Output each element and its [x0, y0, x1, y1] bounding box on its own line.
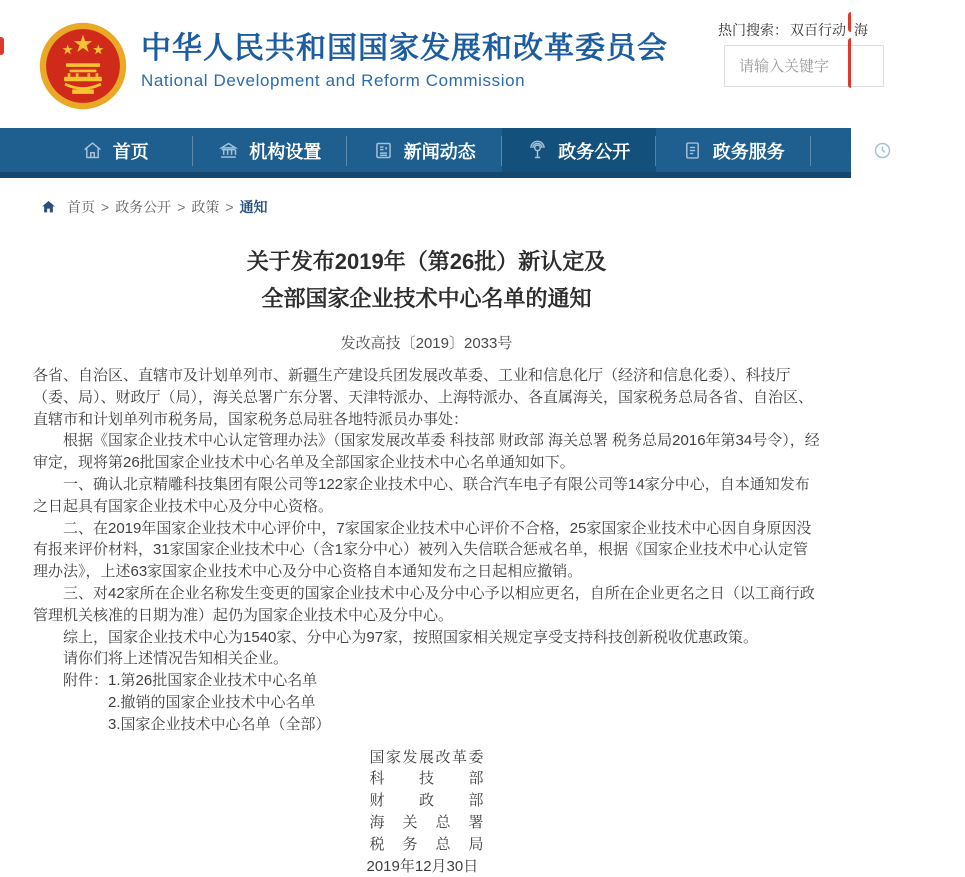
- breadcrumb-separator: >: [225, 199, 233, 215]
- signature-block: [370, 747, 484, 877]
- national-emblem-logo: [38, 21, 128, 111]
- site-header: [0, 0, 851, 128]
- breadcrumb-gov-disclosure[interactable]: 政务公开: [115, 197, 171, 217]
- news-icon: [373, 140, 394, 161]
- nav-item-label: 政务服务: [713, 138, 785, 164]
- paragraph-recipients: 各省、自治区、直辖市及计划单列市、新疆生产建设兵团发展改革委、工业和信息化厅（经济和信息化委）、科技厅（委、局）、财政厅（局），海关总署广东分署、天津特派办、上海特派办、各直属海关，国家税务总局各省、自治区、直辖市和计划单列市税务局，国家税务总局驻各地特派员办事处：: [33, 365, 820, 430]
- breadcrumb-separator: >: [101, 199, 109, 215]
- paragraph-basis: 根据《国家企业技术中心认定管理办法》（国家发展改革委 科技部 财政部 海关总署 税务总局2016年第34号令），经审定，现将第26批国家企业技术中心名单及全部国家企业技术中心名单通知如下。: [33, 430, 820, 474]
- document-icon: [682, 140, 703, 161]
- nav-item-organization[interactable]: [193, 128, 348, 178]
- breadcrumb-separator: >: [177, 199, 185, 215]
- signature-agency: 国家发展改革委: [370, 747, 484, 769]
- signature-agency: 税务总局: [370, 834, 484, 856]
- nav-item-label: 首页: [113, 138, 149, 164]
- circle-icon: [872, 140, 893, 161]
- breadcrumb-policy[interactable]: 政策: [191, 197, 219, 217]
- nav-item-gov-disclosure[interactable]: [502, 128, 657, 178]
- paragraph-item-3: 三、对42家所在企业名称发生变更的国家企业技术中心及分中心予以相应更名，自所在企业更名之日（以工商行政管理机关核准的日期为准）起仍为国家企业技术中心及分中心。: [33, 583, 820, 627]
- clipped-decoration-left: [0, 37, 4, 55]
- attachment-item-3: 3.国家企业技术中心名单（全部）: [33, 714, 820, 736]
- breadcrumb-home[interactable]: 首页: [67, 197, 95, 217]
- signature-agency: 科技部: [370, 768, 484, 790]
- nav-item-gov-services[interactable]: [656, 128, 811, 178]
- document-title: [33, 243, 820, 317]
- document-title-line1: 关于发布2019年（第26批）新认定及: [33, 243, 820, 280]
- breadcrumb-current-notice: 通知: [240, 197, 268, 217]
- paragraph-summary: 综上，国家企业技术中心为1540家、分中心为97家，按照国家相关规定享受支持科技创新税收优惠政策。: [33, 627, 820, 649]
- document-body: [33, 365, 820, 736]
- main-nav: [0, 128, 851, 178]
- home-icon[interactable]: [40, 199, 57, 215]
- search-input[interactable]: [724, 45, 884, 87]
- site-titles: [141, 30, 668, 91]
- nav-item-news[interactable]: [347, 128, 502, 178]
- attachment-item-2: 2.撤销的国家企业技术中心名单: [33, 692, 820, 714]
- signature-agency: 海关总署: [370, 812, 484, 834]
- site-title-en: National Development and Reform Commission: [141, 71, 668, 91]
- nav-item-label: 新闻动态: [404, 138, 476, 164]
- breadcrumb: [40, 197, 851, 217]
- signature-date: 2019年12月30日: [367, 856, 484, 877]
- broadcast-icon: [527, 140, 548, 161]
- paragraph-item-2: 二、在2019年国家企业技术中心评价中，7家国家企业技术中心评价不合格，25家国家企业技术中心因自身原因没有报来评价材料，31家国家企业技术中心（含1家分中心）被列入失信联合惩戒名单，根据《国家企业技术中心认定管理办法》，上述63家国家企业技术中心及分中心资格自本通知发布之日起相应撤销。: [33, 518, 820, 583]
- attachment-item-1: 1.第26批国家企业技术中心名单: [108, 672, 317, 689]
- clipped-decoration-right: [848, 38, 851, 88]
- signature-agency: 财政部: [370, 790, 484, 812]
- paragraph-item-1: 一、确认北京精雕科技集团有限公司等122家企业技术中心、联合汽车电子有限公司等14家分中心，自本通知发布之日起具有国家企业技术中心及分中心资格。: [33, 474, 820, 518]
- nav-item-home[interactable]: [38, 128, 193, 178]
- hot-search-bar: [718, 20, 868, 40]
- document-number: 发改高技〔2019〕2033号: [33, 332, 820, 353]
- nav-item-label: 机构设置: [249, 138, 321, 164]
- attachment-line-1: [33, 670, 820, 692]
- hot-search-term-link[interactable]: 双百行动: [790, 22, 846, 38]
- nav-item-label: 政务公开: [558, 138, 630, 164]
- home-icon: [82, 140, 103, 161]
- bank-icon: [218, 140, 239, 161]
- attachments-label: 附件：: [63, 672, 108, 689]
- nav-item-clipped[interactable]: [811, 128, 965, 178]
- hot-search-label: 热门搜索：: [718, 22, 788, 38]
- site-title-cn: 中华人民共和国国家发展和改革委员会: [141, 30, 668, 68]
- notice-document: [33, 243, 820, 877]
- hot-search-term-clipped[interactable]: 海: [854, 22, 868, 38]
- document-title-line2: 全部国家企业技术中心名单的通知: [33, 280, 820, 317]
- clipped-decoration-right-top: [848, 12, 851, 32]
- paragraph-request: 请你们将上述情况告知相关企业。: [33, 648, 820, 670]
